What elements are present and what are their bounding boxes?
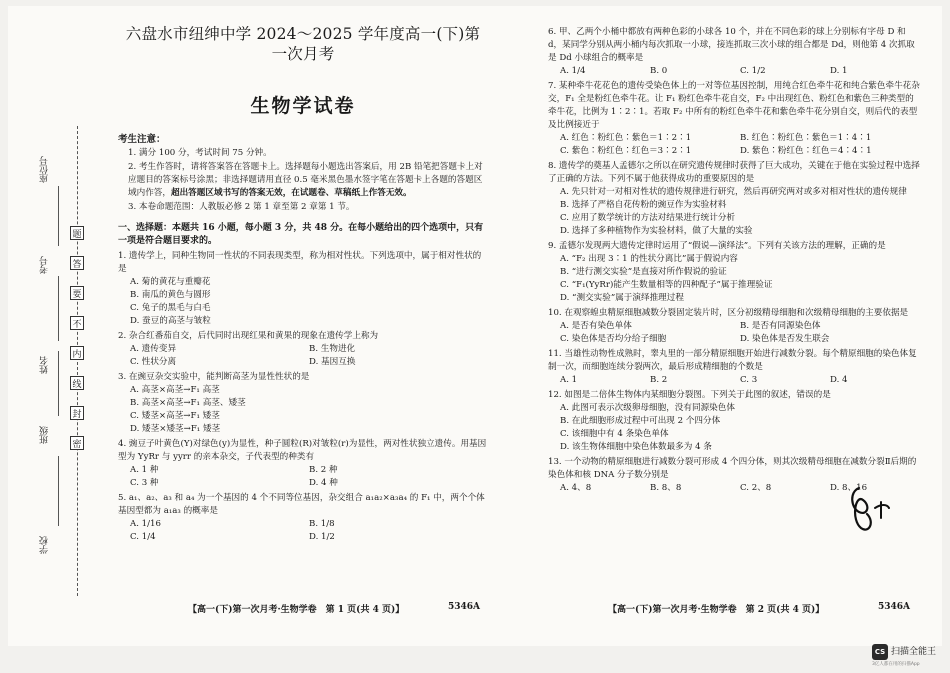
- question-stem: 1. 遗传学上，同种生物同一性状的不同表现类型，称为相对性状。下列选项中，属于相对性状的是: [118, 251, 482, 274]
- answer-option: D. 矮茎×矮茎→F₁ 矮茎: [130, 424, 221, 434]
- class-label: 班级: [40, 426, 50, 444]
- class-blank: [58, 351, 59, 416]
- question-stem: 10. 在观察蝗虫精原细胞减数分裂固定装片时，区分初级精母细胞和次级精母细胞的主要依据是: [548, 308, 909, 318]
- seal-word: 答: [70, 256, 84, 270]
- footer-right: 【高一(下)第一次月考·生物学卷 第 2 页(共 4 页)】: [608, 605, 825, 615]
- section-heading: 一、选择题：本题共 16 小题，每小题 3 分，共 48 分。在每小题给出的四个选项中，只有一项是符合题目要求的。: [118, 223, 484, 246]
- question-stem: 11. 当雄性动物性成熟时，睾丸里的一部分精原细胞开始进行减数分裂。每个精原细胞的染色体复制一次，而细胞连续分裂两次，最后形成精细胞的个数是: [548, 349, 917, 372]
- question: [548, 80, 920, 158]
- answer-option: D. 基因互换: [309, 357, 356, 367]
- answer-option: A. “F₂ 出现 3∶1 的性状分离比”属于假说内容: [560, 254, 738, 264]
- question: [118, 492, 488, 544]
- school-blank: [58, 456, 59, 526]
- answer-option: C. 矮茎×高茎→F₁ 矮茎: [130, 411, 220, 421]
- answer-option: C. 2、8: [740, 483, 772, 493]
- answer-option: C. 1/4: [130, 532, 156, 542]
- seal-word: 线: [70, 376, 84, 390]
- question: [548, 160, 920, 238]
- question-stem: 4. 豌豆子叶黄色(Y)对绿色(y)为显性，种子圆粒(R)对皱粒(r)为显性，两对性状独立遗传。用基因型为 YyRr 与 yyrr 的亲本杂交，子代表型的种类有: [118, 439, 487, 462]
- seal-word: 不: [70, 316, 84, 330]
- answer-option: B. 生物进化: [309, 344, 356, 354]
- answer-option: A. 1/4: [560, 66, 586, 76]
- answer-option: B. 选择了严格自花传粉的豌豆作为实验材料: [560, 200, 727, 210]
- answer-option: D. 1/2: [309, 532, 335, 542]
- name-blank: [58, 276, 59, 341]
- answer-option: C. 性状分离: [130, 357, 177, 367]
- notice-item: 3. 本卷命题范围：人教版必修 2 第 1 章至第 2 章第 1 节。: [128, 202, 355, 212]
- answer-option: C. 应用了数学统计的方法对结果进行统计分析: [560, 213, 736, 223]
- page-2: [548, 24, 920, 495]
- page-code-left: 5346A: [448, 602, 481, 612]
- answer-option: A. 是否有染色单体: [560, 321, 632, 331]
- answer-option: A. 菊的黄花与重瓣花: [130, 277, 211, 287]
- question: [548, 307, 920, 346]
- question-stem: 6. 甲、乙两个小桶中都放有两种色彩的小球各 10 个，并在不同色彩的球上分别标有字母 D 和 d，某同学分别从两小桶内每次抓取一小球，接连抓取三次小球的组合都是 Dd，则他第 4 次抓取是 Dd 小球组合的概率是: [548, 27, 915, 63]
- answer-option: D. 4 种: [309, 478, 338, 488]
- question: [118, 250, 488, 328]
- exam-sheet: [8, 6, 942, 646]
- notice-item: 2. 考生作答时，请将答案答在答题卡上。选择题每小题选出答案后，用 2B 铅笔把答题卡上对应题目的答案标号涂黑；非选择题请用直径 0.5 毫米黑色墨水签字笔在答题卡上各题的答题区域内作答，超出答题区域书写的答案无效，在试题卷、草稿纸上作答无效。: [128, 162, 483, 198]
- school-label: 学校: [40, 536, 50, 554]
- question: [118, 438, 488, 490]
- answer-option: D. 选择了多种植物作为实验材料，做了大量的实验: [560, 226, 753, 236]
- question-stem: 5. a₁、a₂、a₃ 和 a₄ 为一个基因的 4 个不同等位基因，杂交组合 a₁a₂×a₃a₄ 的 F₁ 中，两个个体基因型都为 a₁a₃ 的概率是: [118, 493, 485, 516]
- page-1: [118, 24, 488, 544]
- scanner-logo-icon: CS: [872, 644, 888, 660]
- answer-option: D. 1: [830, 66, 848, 76]
- answer-option: C. 紫色∶粉红色∶红色＝3∶2∶1: [560, 146, 692, 156]
- answer-option: B. 在此细胞形成过程中可出现 2 个四分体: [560, 416, 721, 426]
- answer-option: C. “F₁(YyRr)能产生数量相等的四种配子”属于推理验证: [560, 280, 773, 290]
- question-stem: 7. 某种牵牛花花色的遗传受染色体上的一对等位基因控制，用纯合红色牵牛花和纯合紫色牵牛花杂交，F₁ 全是粉红色牵牛花。让 F₁ 粉红色牵牛花自交，F₂ 中出现红色、粉红色和紫色三种类型的牵牛花，比例为 1∶2∶1。若取 F₂ 中所有的粉红色牵牛花和紫色牵牛花分别自交，则后代的表型及比例接近于: [548, 81, 920, 130]
- answer-option: D. 4: [830, 375, 848, 385]
- answer-option: B. 红色∶粉红色∶紫色＝1∶4∶1: [740, 133, 872, 143]
- seal-line: [77, 126, 78, 596]
- notice-item: 1. 满分 100 分，考试时间 75 分钟。: [128, 148, 272, 158]
- answer-option: A. 1/16: [130, 519, 161, 529]
- answer-option: B. 2: [650, 375, 668, 385]
- question: [548, 348, 920, 387]
- answer-option: A. 1: [560, 375, 578, 385]
- notice-heading: 考生注意：: [118, 134, 166, 145]
- question: [118, 330, 488, 369]
- answer-option: A. 遗传变异: [130, 344, 177, 354]
- seal-word: 密: [70, 436, 84, 450]
- question: [548, 389, 920, 454]
- scanner-watermark: [872, 640, 944, 670]
- footer-left: 【高一(下)第一次月考·生物学卷 第 1 页(共 4 页)】: [188, 605, 405, 615]
- question-list-left: [118, 250, 488, 544]
- question-stem: 9. 孟德尔发现两大遗传定律时运用了“假说—演绎法”。下列有关该方法的理解，正确的是: [548, 241, 886, 251]
- answer-option: B. 南瓜的黄色与圆形: [130, 290, 211, 300]
- answer-option: C. 兔子的黑毛与白毛: [130, 303, 211, 313]
- answer-option: A. 1 种: [130, 465, 159, 475]
- answer-option: B. 0: [650, 66, 668, 76]
- answer-option: C. 3 种: [130, 478, 159, 488]
- question-stem: 8. 遗传学的奠基人孟德尔之所以在研究遗传规律时获得了巨大成功，关键在于他在实验过程中选择了正确的方法。下列不属于他获得成功的重要原因的是: [548, 161, 920, 184]
- answer-option: D. 8、16: [830, 483, 868, 493]
- seal-word: 封: [70, 406, 84, 420]
- page-code-right: 5346A: [878, 602, 911, 612]
- question: [548, 240, 920, 305]
- question-stem: 2. 杂合红番茄自交，后代同时出现红果和黄果的现象在遗传学上称为: [118, 331, 379, 341]
- answer-option: B. 8、8: [650, 483, 682, 493]
- question-stem: 3. 在豌豆杂交实验中，能判断高茎为显性性状的是: [118, 372, 310, 382]
- scanner-name: 扫描全能王: [891, 647, 937, 657]
- handwritten-mark: [841, 478, 901, 538]
- seat-no-label: 座位号: [40, 156, 50, 183]
- answer-option: B. 1/8: [309, 519, 335, 529]
- exam-title: 六盘水市纽绅中学 2024～2025 学年度高一(下)第一次月考: [125, 25, 481, 63]
- notice-list: [118, 147, 488, 214]
- answer-option: D. “测交实验”属于演绎推理过程: [560, 293, 684, 303]
- question: [548, 26, 920, 78]
- answer-option: B. 是否有同源染色体: [740, 321, 821, 331]
- answer-option: C. 3: [740, 375, 758, 385]
- answer-option: A. 此图可表示次级卵母细胞，没有同源染色体: [560, 403, 735, 413]
- answer-option: A. 高茎×高茎→F₁ 高茎: [130, 385, 220, 395]
- answer-option: A. 红色∶粉红色∶紫色＝1∶2∶1: [560, 133, 692, 143]
- name-label: 姓名: [40, 356, 50, 374]
- exam-no-blank: [58, 186, 59, 246]
- answer-option: B. 高茎×高茎→F₁ 高茎、矮茎: [130, 398, 246, 408]
- seal-word: 题: [70, 226, 84, 240]
- question-stem: 12. 如图是二倍体生物体内某细胞分裂图。下列关于此图的叙述，错误的是: [548, 390, 831, 400]
- answer-option: C. 染色体是否均分给子细胞: [560, 334, 667, 344]
- exam-no-label: 考号: [40, 256, 50, 274]
- answer-option: C. 1/2: [740, 66, 766, 76]
- answer-option: A. 4、8: [560, 483, 592, 493]
- answer-option: C. 该细胞中有 4 条染色单体: [560, 429, 669, 439]
- seal-word: 要: [70, 286, 84, 300]
- subject-title: 生物学试卷: [250, 95, 356, 117]
- answer-option: B. 2 种: [309, 465, 338, 475]
- answer-option: A. 先只针对一对相对性状的遗传规律进行研究，然后再研究两对或多对相对性状的遗传规律: [560, 187, 907, 197]
- answer-option: D. 染色体是否发生联会: [740, 334, 830, 344]
- question-stem: 13. 一个动物的精原细胞进行减数分裂可形成 4 个四分体，则其次级精母细胞在减数分裂Ⅱ后期的染色体和核 DNA 分子数分别是: [548, 457, 917, 480]
- answer-option: D. 蚕豆的高茎与皱粒: [130, 316, 211, 326]
- answer-option: B. “进行测交实验”是直接对所作假说的验证: [560, 267, 727, 277]
- question-list-right: [548, 26, 920, 495]
- scanner-tagline: 3亿人都在用的扫描App: [872, 662, 920, 667]
- seal-word: 内: [70, 346, 84, 360]
- answer-option: D. 紫色∶粉红色∶红色＝4∶4∶1: [740, 146, 872, 156]
- binding-strip: [18, 126, 98, 626]
- answer-option: D. 该生物体细胞中染色体数最多为 4 条: [560, 442, 712, 452]
- question: [118, 371, 488, 436]
